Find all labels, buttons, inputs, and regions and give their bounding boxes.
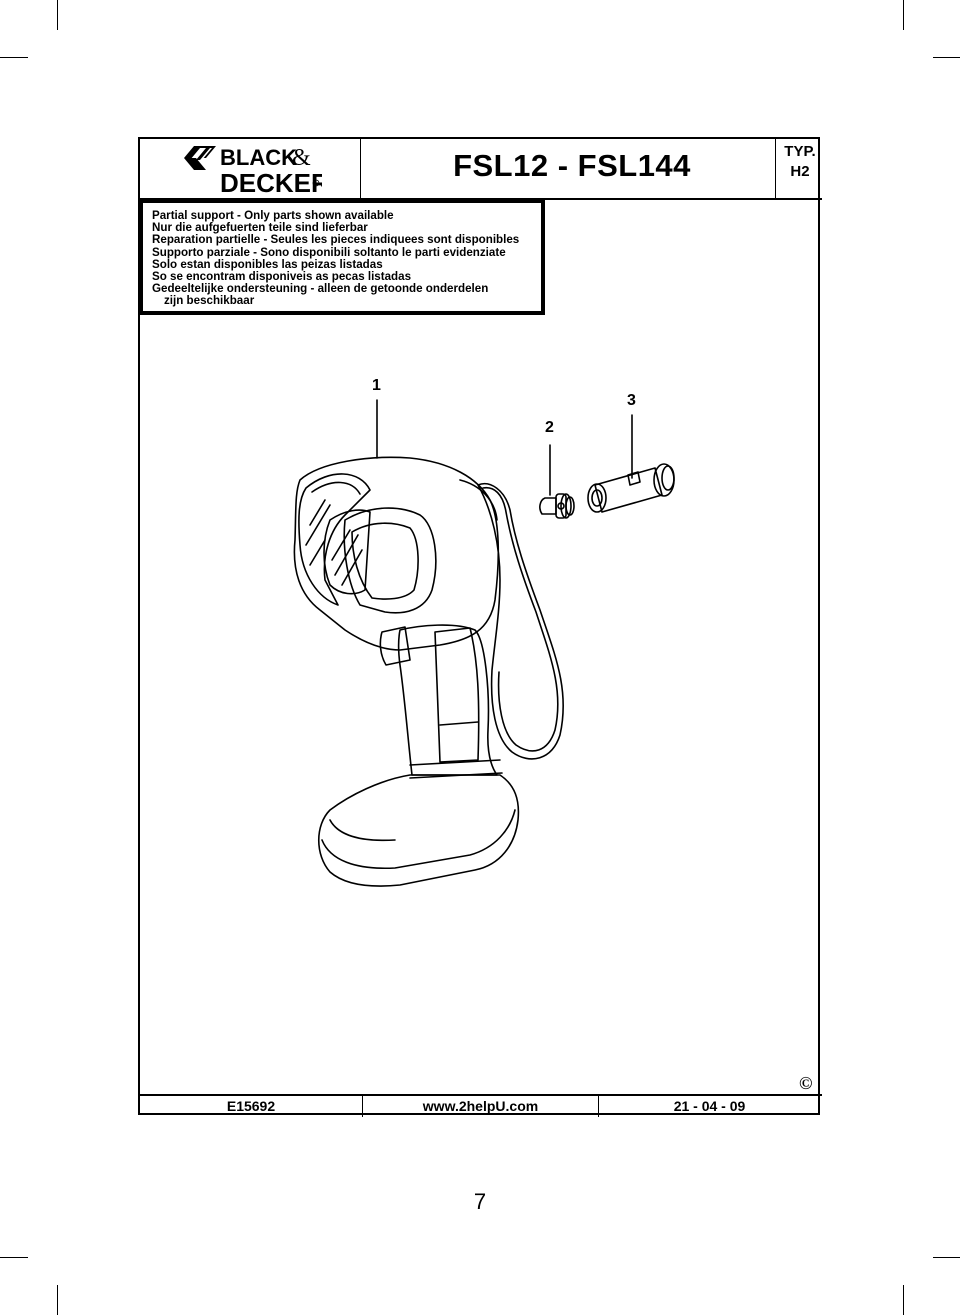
part-1-flashlight	[294, 457, 563, 886]
model-title: FSL12 - FSL144	[453, 148, 691, 183]
type-value: H2	[790, 163, 810, 180]
notice-line: Nur die aufgefuerten teile sind lieferbar	[152, 221, 368, 235]
type-label: TYP.	[784, 143, 816, 160]
brand-ampersand: &	[292, 145, 311, 171]
website-link[interactable]: www.2helpU.com	[422, 1098, 539, 1114]
brand-word-2: DECKER	[220, 168, 322, 198]
notice-line: Partial support - Only parts shown available	[152, 209, 394, 222]
copyright-icon: ©	[799, 1073, 813, 1093]
part-2-bulb	[540, 494, 574, 518]
part-3-holder	[588, 464, 674, 512]
notice-line: Supporto parziale - Sono disponibili soltanto le parti evidenziate	[152, 245, 506, 259]
document-code: E15692	[226, 1098, 276, 1114]
brand-word-1: BLACK	[220, 145, 297, 170]
page-number: 7	[473, 1189, 487, 1214]
notice-line: Reparation partielle - Seules les pieces indiquees sont disponibles	[152, 233, 520, 247]
notice-line: zijn beschikbaar	[164, 294, 255, 308]
callout-1: 1	[372, 377, 381, 394]
callout-2: 2	[545, 419, 554, 436]
callout-3: 3	[627, 392, 636, 409]
notice-line: Solo estan disponibles las peizas listadas	[152, 257, 383, 271]
notice-line: So se encontram disponiveis as pecas listadas	[152, 270, 412, 284]
document-date: 21 - 04 - 09	[673, 1098, 746, 1114]
notice-line: Gedeeltelijke ondersteuning - alleen de getoonde onderdelen	[152, 282, 489, 296]
